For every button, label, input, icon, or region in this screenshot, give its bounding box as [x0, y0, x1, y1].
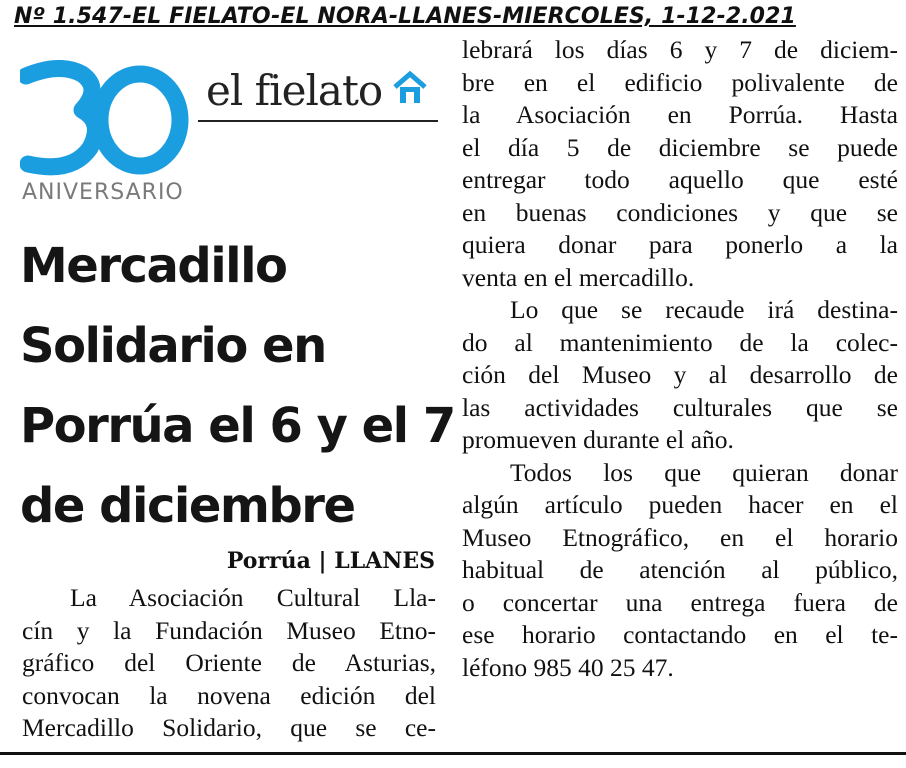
article-headline	[20, 226, 455, 546]
text-line: do al mantenimiento de la colec-	[462, 327, 898, 357]
headline-line: de diciembre	[20, 478, 355, 534]
brand-name: el fielato	[206, 66, 383, 115]
article-right-column	[462, 34, 898, 684]
anniversary-label: ANIVERSARIO	[22, 180, 184, 205]
text-line: convocan la novena edición del	[22, 680, 436, 710]
bottom-rule	[0, 752, 906, 755]
text-line: La Asociación Cultural Lla-	[70, 583, 436, 612]
text-line: cín y la Fundación Museo Etno-	[22, 615, 436, 645]
edition-header: Nº 1.547-EL FIELATO-EL NORA-LLANES-MIERCOLES, 1-12-2.021	[14, 4, 796, 29]
text-line: entregar todo aquello que esté	[462, 165, 898, 194]
text-line: lebrará los días 6 y 7 de diciem-	[462, 35, 898, 64]
text-line: bre en el edificio polivalente de	[462, 67, 898, 97]
text-line: algún artículo pueden hacer en el	[462, 490, 898, 519]
headline-line: Porrúa el 6 y el 7	[20, 398, 455, 454]
brand-rule	[198, 120, 438, 122]
article-left-column	[22, 582, 436, 745]
text-line: Todos los que quieran donar	[510, 457, 898, 487]
text-line: léfono 985 40 25 47.	[462, 652, 674, 682]
text-line: Mercadillo Solidario, que se ce-	[22, 713, 436, 742]
text-line: promueven durante el año.	[462, 425, 734, 454]
headline-line: Mercadillo	[20, 238, 287, 294]
text-line: el día 5 de diciembre se puede	[462, 132, 898, 162]
text-line: Lo que se recaude irá destina-	[510, 295, 898, 324]
house-icon	[392, 70, 428, 106]
text-line: la Asociación en Porrúa. Hasta	[462, 100, 898, 129]
text-line: ese horario contactando en el te-	[462, 620, 898, 649]
text-line: gráfico del Oriente de Asturias,	[22, 648, 436, 677]
text-line: o concertar una entrega fuera de	[462, 587, 898, 617]
article-byline: Porrúa | LLANES	[226, 548, 435, 574]
text-line: ción del Museo y al desarrollo de	[462, 360, 898, 389]
text-line: Museo Etnográfico, en el horario	[462, 522, 898, 552]
headline-line: Solidario en	[20, 318, 326, 374]
anniversary-logo	[20, 60, 440, 210]
text-line: en buenas condiciones y que se	[462, 197, 898, 227]
text-line: quiera donar para ponerlo a la	[462, 230, 898, 259]
text-line: habitual de atención al público,	[462, 555, 898, 584]
text-line: las actividades culturales que se	[462, 392, 898, 422]
thirty-anniversary-graphic	[20, 60, 190, 180]
text-line: venta en el mercadillo.	[462, 262, 695, 292]
